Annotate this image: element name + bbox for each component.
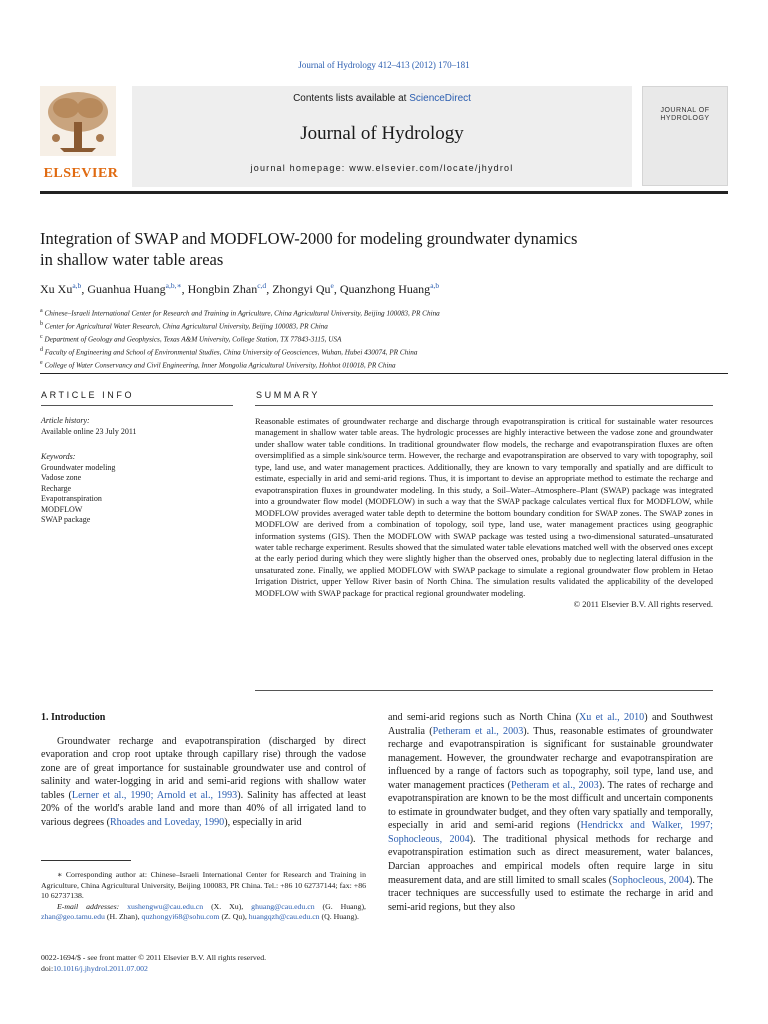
- author[interactable]: [188, 282, 267, 296]
- article-info-rule: [41, 405, 233, 406]
- affiliation: [40, 332, 730, 345]
- body-column-right: [388, 711, 713, 914]
- reference-link[interactable]: Rhoades and Loveday, 1990: [109, 816, 225, 828]
- doi-line: [41, 964, 366, 975]
- doi-link[interactable]: 10.1016/j.jhydrol.2011.07.002: [53, 963, 148, 973]
- email-owner: (H. Zhan),: [104, 912, 142, 921]
- body-text: Groundwater recharge and evapotranspiration (discharged by direct evaporation and crop root uptake through capillary rise) through the vadose zone are of great importance for sustainable groundwater use and control of salinity and water-logging in arid and semi-arid regions with shallow water tables (: [41, 735, 366, 801]
- cover-title-line-1: JOURNAL OF: [660, 107, 710, 114]
- email-link[interactable]: huangqzh@cau.edu.cn: [248, 912, 320, 921]
- affiliation: [40, 358, 730, 371]
- article-title-line-2: in shallow water table areas: [40, 250, 224, 269]
- abstract-text: Reasonable estimates of groundwater recharge and discharge through evapotranspiration is critical for sustainable water resources management in shallow water table areas. The hydrologic processes are highly interactive between the vadose zone and groundwater under shallow water table conditions. In traditional groundwater flow models, the recharge and evapotranspiration fluxes are often oversimplified as a simple sink/source term. However, the recharge and evapotranspiration are observed to vary with topography, soil type, land use, and water management practices. Additionally, they are known to vary temporally and spatially and are difficult to estimate, especially in arid and semi-arid regions. Thus, it is important to devise an appropriate method to estimate the recharge and evapotranspiration fluxes in groundwater modeling. In this study, a Soil–Water–Atmosphere–Plant (SWAP) package was integrated into a groundwater flow model (MODFLOW) in such a way that the SWAP package calculates vertical flux for MODFLOW, while MODFLOW provides averaged water table depth to determine the bottom boundary condition for SWAP zones. The SWAP zones in MODFLOW are derived from a combination of topology, soil type, land use, water management practices using geographic information systems (GIS). Then the MODFLOW with SWAP package was tested using a two-dimensional saturated–unsaturated water table recharge experiment. Results showed that the simulated water table elevations matched well with the observed ones except at the early period during which they were slightly higher than the observed ones, probably due to neglecting lateral diffusion in the unsaturated zone. Finally, we applied MODFLOW with SWAP package to simulate a regional groundwater flow problem in Hetao Irrigation District, upper Yellow River basin of North China. The simulation results validated the applicability of the developed MODFLOW with SWAP package for practical regional groundwater modeling.: [255, 416, 713, 598]
- email-addresses: [41, 902, 366, 923]
- keywords-block: [41, 452, 231, 526]
- author-separator: ,: [333, 282, 340, 296]
- author-name: Guanhua Huang: [87, 282, 166, 296]
- affiliation: [40, 345, 730, 358]
- email-owner: (Z. Qu),: [219, 912, 249, 921]
- author-affiliation-marker[interactable]: a,b,∗: [165, 281, 182, 290]
- keyword: Vadose zone: [41, 473, 82, 482]
- issn-line: 0022-1694/$ - see front matter © 2011 Elsevier B.V. All rights reserved.: [41, 953, 267, 962]
- elsevier-wordmark: ELSEVIER: [43, 166, 119, 181]
- article-history-value: Available online 23 July 2011: [41, 426, 137, 436]
- journal-header: [40, 86, 728, 188]
- reference-link[interactable]: Petheram et al., 2003: [511, 779, 599, 791]
- affiliation-key: a: [40, 308, 43, 314]
- email-link[interactable]: ghuang@cau.edu.cn: [251, 901, 315, 911]
- keyword: SWAP package: [41, 515, 91, 524]
- keyword: MODFLOW: [41, 504, 83, 514]
- article-history: [41, 416, 231, 437]
- doi-label: doi:: [41, 963, 54, 973]
- contents-prefix: Contents lists available at: [293, 93, 410, 104]
- contents-band: [132, 86, 632, 112]
- body-paragraph: [388, 711, 713, 914]
- affiliation-key: e: [40, 359, 43, 366]
- cover-title-line-2: HYDROLOGY: [660, 115, 710, 122]
- affiliation-key: c: [40, 333, 43, 340]
- email-owner: (X. Xu),: [203, 901, 252, 911]
- author-list: [40, 281, 730, 297]
- article-title: [40, 228, 730, 270]
- author-separator: ,: [266, 282, 273, 296]
- body-text: ), especially in arid: [224, 816, 302, 828]
- journal-cover-thumbnail: [642, 86, 728, 186]
- author-name: Xu Xu: [40, 282, 73, 296]
- reference-link[interactable]: Hendrickx and Walker, 1997; Sophocleous, 2004: [388, 820, 713, 845]
- keywords-label: Keywords:: [41, 452, 76, 461]
- sciencedirect-link[interactable]: ScienceDirect: [409, 93, 471, 104]
- header-rule: [40, 191, 728, 194]
- author-separator: ,: [181, 282, 188, 296]
- summary-bottom-rule: [255, 690, 713, 691]
- reference-link[interactable]: Petheram et al., 2003: [432, 725, 524, 737]
- email-link[interactable]: quzhongyi68@sohu.com: [141, 912, 220, 921]
- affiliation-text: Chinese–Israeli International Center for Research and Training in Agriculture, China Agricultural University, Beijing 100083, PR China: [44, 309, 440, 318]
- email-link[interactable]: xushengwu@cau.edu.cn: [127, 901, 204, 911]
- keyword: Evapotranspiration: [41, 494, 102, 503]
- body-text: ). The traditional physical methods for recharge and evapotranspiration estimation such as direct measurement, water balances, Darcian approaches and empirical models often require large in situ measurement data, and are still limited to small scales (: [388, 833, 713, 886]
- body-text: ) and Southwest Australia (: [388, 712, 713, 737]
- author-affiliation-marker[interactable]: a,b: [72, 281, 82, 290]
- section-heading-introduction: 1. Introduction: [41, 712, 106, 723]
- email-owner: (Q. Huang).: [319, 912, 359, 921]
- issn-doi-block: [41, 953, 366, 974]
- footnote-rule: [41, 860, 131, 861]
- summary-rule: [255, 405, 713, 406]
- cover-title: [643, 107, 727, 123]
- body-paragraph: [41, 735, 366, 830]
- affiliation: [40, 306, 730, 319]
- affiliation-key: b: [40, 320, 43, 327]
- journal-banner: [132, 86, 632, 186]
- author-name: Quanzhong Huang: [339, 282, 431, 296]
- abstract-copyright: © 2011 Elsevier B.V. All rights reserved.: [573, 599, 713, 610]
- author-affiliation-marker[interactable]: a,b: [430, 281, 440, 290]
- author-affiliation-marker[interactable]: c,d: [257, 281, 267, 290]
- author[interactable]: [272, 282, 334, 296]
- journal-name: Journal of Hydrology: [300, 123, 464, 144]
- author-separator: ,: [81, 282, 88, 296]
- body-text: ). The rates of recharge and evapotranspiration are known to be the most difficult and uncertain components to estimate in groundwater budget, and they often vary spatially and temporally, especially in arid and semi-arid regions (: [388, 779, 713, 832]
- affiliation-text: Faculty of Engineering and School of Environmental Studies, China University of Geosciences, Wuhan, Hubei 430074, PR China: [44, 348, 418, 357]
- section-rule: [40, 373, 728, 374]
- body-text: ). The tracer techniques are successfully used to estimate the recharge in arid and semi-arid regions, but they also: [388, 874, 713, 913]
- author[interactable]: [340, 282, 439, 296]
- article-info-heading: ARTICLE INFO: [41, 390, 135, 400]
- body-text: and semi-arid regions such as North China (: [388, 712, 579, 723]
- email-link[interactable]: zhan@geo.tamu.edu: [41, 912, 105, 921]
- author[interactable]: [40, 282, 81, 296]
- footnotes: [41, 870, 366, 923]
- author-name: Hongbin Zhan: [187, 282, 258, 296]
- author[interactable]: [87, 282, 181, 296]
- reference-link[interactable]: Xu et al., 2010: [578, 712, 645, 723]
- keyword: Groundwater modeling: [41, 462, 116, 472]
- body-text: ). Thus, reasonable estimates of groundwater recharge and evapotranspiration is significant for sustainable groundwater management. However, the groundwater recharge and evapotranspiration are influenced by a range of factors such as topography, soil type, land use, and water management practices (: [388, 725, 713, 791]
- affiliation-text: College of Water Conservancy and Civil Engineering, Inner Mongolia Agricultural University, Hohhot 010018, PR China: [44, 360, 396, 369]
- corresponding-author-note: ∗ Corresponding author at: Chinese–Israeli International Center for Research and Training in Agriculture, China Agricultural University, Beijing 100083, PR China. Tel.: +86 10 62737144; fax: +86 10 62737138.: [41, 870, 366, 900]
- elsevier-tree-icon: [40, 86, 116, 156]
- affiliation-list: [40, 306, 730, 370]
- article-title-line-1: Integration of SWAP and MODFLOW-2000 for modeling groundwater dynamics: [40, 229, 578, 248]
- body-column-left: [41, 711, 366, 829]
- affiliation: [40, 319, 730, 332]
- reference-link[interactable]: Lerner et al., 1990; Arnold et al., 1993: [71, 789, 238, 801]
- article-history-label: Article history:: [41, 416, 90, 425]
- affiliation-text: Department of Geology and Geophysics, Texas A&M University, College Station, TX 77843-3115, USA: [44, 335, 342, 344]
- email-label: E-mail addresses:: [57, 901, 120, 911]
- reference-link[interactable]: Sophocleous, 2004: [612, 874, 690, 886]
- author-affiliation-marker[interactable]: e: [330, 281, 334, 290]
- email-owner: (G. Huang),: [314, 901, 366, 911]
- journal-homepage-link[interactable]: journal homepage: www.elsevier.com/locate/jhydrol: [250, 163, 514, 173]
- keyword: Recharge: [41, 483, 72, 493]
- elsevier-logo: [40, 86, 122, 186]
- body-text: ). Salinity has affected at least 20% of the world's arable land and more than 40% of all irrigated land to various degrees (: [41, 789, 366, 828]
- author-name: Zhongyi Qu: [272, 282, 331, 296]
- journal-citation-link[interactable]: Journal of Hydrology 412–413 (2012) 170–181: [298, 60, 470, 70]
- journal-title-band: [132, 112, 632, 187]
- summary-heading: SUMMARY: [256, 390, 321, 400]
- summary-abstract: [255, 416, 713, 611]
- affiliation-key: d: [40, 346, 43, 353]
- affiliation-text: Center for Agricultural Water Research, China Agricultural University, Beijing 100083, PR China: [44, 322, 328, 331]
